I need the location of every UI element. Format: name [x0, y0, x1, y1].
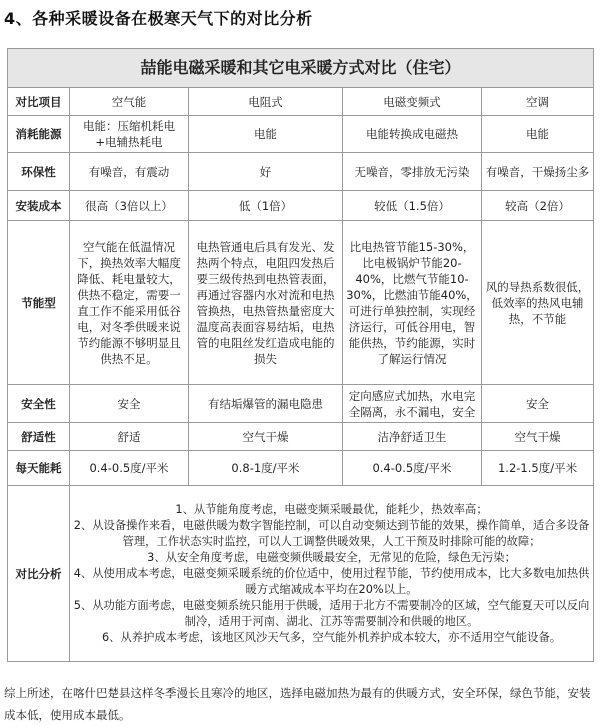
table-cell: 电能 — [482, 116, 594, 153]
table-cell: 舒适 — [70, 423, 189, 451]
table-cell: 电能 — [189, 116, 343, 153]
table-row — [8, 385, 594, 423]
table-cell: 好 — [189, 153, 343, 191]
table-cell: 洁净舒适卫生 — [343, 423, 482, 451]
conclusion-text: 综上所述，在喀什巴楚县这样冬季漫长且寒冷的地区，选择电磁加热为最有的供暖方式，安全环保，绿色节能，安装成本低，使用成本最低。 — [4, 686, 591, 722]
table-row — [8, 116, 594, 153]
comparison-table — [7, 48, 594, 662]
table-row — [8, 451, 594, 486]
table-row — [8, 221, 594, 385]
table-cell: 安全 — [482, 385, 594, 423]
row-label: 每天能耗 — [8, 451, 70, 486]
table-cell: 电热管通电后具有发光、发热两个特点，电阻四发热后要三级传热到电热管表面，再通过容器内水对流和电热管换热，电热管热量密度大温度高表面容易结垢，电热管的电阻丝发红造成电能的损失 — [189, 221, 343, 385]
table-cell: 空气能在低温情况下，换热效率大幅度降低、耗电量较大，供热不稳定，需要一直工作不能采用低谷电，对冬季供暖来说节约能源不够明显且供热不足。 — [70, 221, 189, 385]
table-cell: 有噪音，有震动 — [70, 153, 189, 191]
table-cell: 空气干燥 — [189, 423, 343, 451]
table-cell: 风的导热系数很低，低效率的热风电辅热，不节能 — [482, 221, 594, 385]
row-label: 节能型 — [8, 221, 70, 385]
summary-cell — [70, 486, 594, 662]
table-cell: 无噪音，零排放无污染 — [343, 153, 482, 191]
column-header: 空气能 — [70, 88, 189, 116]
summary-line: 1、从节能角度考虑，电磁变频采暖最优，能耗少，热效率高； — [175, 502, 488, 516]
table-cell: 0.4-0.5度/平米 — [70, 451, 189, 486]
summary-line: 6、从养护成本考虑，该地区风沙天气多，空气能外机养护成本较大，亦不适用空气能设备。 — [101, 630, 562, 644]
table-cell: 较高（2倍） — [482, 191, 594, 221]
table-cell: 低（1倍） — [189, 191, 343, 221]
row-label: 环保性 — [8, 153, 70, 191]
table-cell: 0.8-1度/平米 — [189, 451, 343, 486]
table-row — [8, 486, 594, 662]
row-label: 安全性 — [8, 385, 70, 423]
table-cell: 很高（3倍以上） — [70, 191, 189, 221]
summary-line: 4、从使用成本考虑，电磁变频采暖系统的价位适中，使用过程节能，节约使用成本，比大多数电加热供暖方式缩减成本平均在20%以上。 — [73, 566, 590, 596]
summary-label: 对比分析 — [8, 486, 70, 662]
table-cell: 定向感应式加热，水电完全隔离，永不漏电，安全 — [343, 385, 482, 423]
row-label: 安装成本 — [8, 191, 70, 221]
table-cell: 电能转换成电磁热 — [343, 116, 482, 153]
table-cell: 有噪音，干燥扬尘多 — [482, 153, 594, 191]
column-header: 电阻式 — [189, 88, 343, 116]
column-header: 空调 — [482, 88, 594, 116]
table-cell: 电能：压缩机耗电+电辅热耗电 — [70, 116, 189, 153]
table-cell: 1.2-1.5度/平米 — [482, 451, 594, 486]
summary-line: 2、从设备操作来看，电磁供暖为数字智能控制，可以自动变频达到节能的效果，操作简单，适合多设备管理，工作状态实时监控，可以人工调整供暖效果，人工干预及时排除可能的故障； — [73, 518, 590, 548]
table-cell: 安全 — [70, 385, 189, 423]
table-cell: 较低（1.5倍） — [343, 191, 482, 221]
section-heading: 4、各种采暖设备在极寒天气下的对比分析 — [4, 9, 313, 28]
table-row — [8, 153, 594, 191]
column-header: 电磁变频式 — [343, 88, 482, 116]
table-row — [8, 191, 594, 221]
column-header: 对比项目 — [8, 88, 70, 116]
row-label: 消耗能源 — [8, 116, 70, 153]
table-row — [8, 423, 594, 451]
summary-line: 5、从功能方面考虑，电磁变频系统只能用于供暖，适用于北方不需要制冷的区域，空气能夏天可以反向制冷，适用于河南、湖北、江苏等需要制冷和供暖的地区。 — [73, 598, 590, 628]
table-cell: 比电热管节能15-30%，比电极锅炉节能20-40%，比燃气节能10-30%，比燃油节能40%，可进行单独控制，实现经济运行，可低谷用电，智能供热，节约能源，实时了解运行情况 — [343, 221, 482, 385]
table-cell: 0.4-0.5度/平米 — [343, 451, 482, 486]
row-label: 舒适性 — [8, 423, 70, 451]
table-cell: 有结垢爆管的漏电隐患 — [189, 385, 343, 423]
table-title: 喆能电磁采暖和其它电采暖方式对比（住宅） — [8, 49, 594, 88]
summary-line: 3、从安全角度考虑，电磁变频供暖最安全，无常见的危险，绿色无污染； — [147, 550, 516, 564]
table-cell: 空气干燥 — [482, 423, 594, 451]
